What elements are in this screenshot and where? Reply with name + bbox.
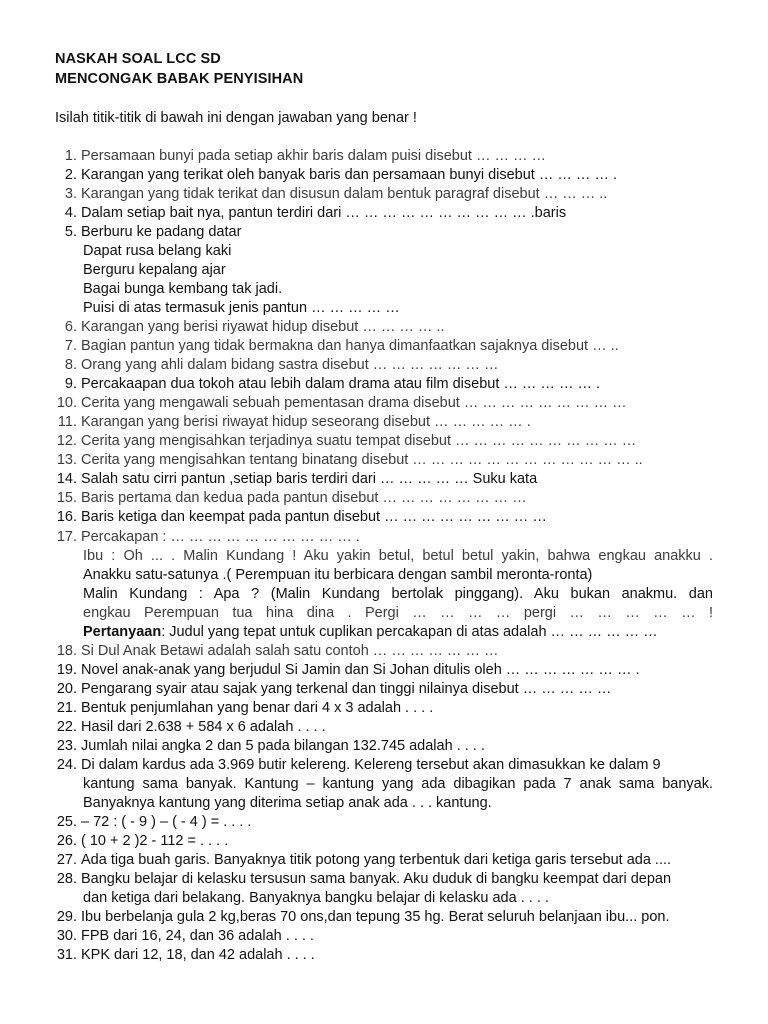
question-text: Si Dul Anak Betawi adalah salah satu contoh … … … … … … … [81, 643, 499, 659]
q17-dialogue-line: Anakku satu-satunya .( Perempuan itu berbicara dengan sambil meronta-ronta) [83, 567, 593, 583]
question-text: Percakaapan dua tokoh atau lebih dalam drama atau film disebut … … … … … . [81, 376, 601, 392]
question-text: KPK dari 12, 18, dan 42 adalah . . . . [81, 947, 315, 963]
question-item [0, 832, 768, 851]
question-item [0, 737, 768, 756]
question-number: 19. [56, 662, 77, 678]
question-number: 13. [56, 452, 77, 468]
question-item [0, 489, 768, 508]
question-item [0, 642, 768, 661]
instruction-text: Isilah titik-titik di bawah ini dengan jawaban yang benar ! [55, 110, 417, 126]
question-number: 15. [56, 490, 77, 506]
question-item [0, 470, 768, 489]
question-item [0, 318, 768, 337]
question-item [0, 813, 768, 832]
question-text: Bangku belajar di kelasku tersusun sama banyak. Aku duduk di bangku keempat dari depan [81, 871, 672, 887]
question-text: Bagian pantun yang tidak bermakna dan hanya dimanfaatkan sajaknya disebut … .. [81, 338, 619, 354]
q17-dialogue-line: Ibu : Oh ... . Malin Kundang ! Aku yakin betul, betul betul yakin, bahwa engkau anakku . [83, 548, 713, 564]
question-number: 11. [57, 414, 77, 430]
question-item [0, 166, 768, 185]
question-item [0, 356, 768, 375]
question-item [0, 508, 768, 527]
question-text: Cerita yang mengawali sebuah pementasan drama disebut … … … … … … … … … [81, 395, 627, 411]
question-number: 2. [64, 167, 77, 183]
question-number: 8. [64, 357, 77, 373]
question-text: Hasil dari 2.638 + 584 x 6 adalah . . . . [81, 719, 326, 735]
question-item [0, 699, 768, 718]
question-number: 24. [56, 757, 77, 773]
q17-dialogue-line: Malin Kundang : Apa ? (Malin Kundang bertolak pinggang). Aku bukan anakmu. dan [83, 586, 713, 602]
question-number: 9. [64, 376, 77, 392]
question-text: Berburu ke padang datar [81, 224, 242, 240]
question-item [0, 528, 768, 547]
question-number: 27. [56, 852, 77, 868]
question-number: 26. [56, 833, 77, 849]
question-item [0, 432, 768, 451]
question-text: Karangan yang berisi riyawat hidup disebut … … … … .. [81, 319, 445, 335]
question-item [0, 375, 768, 394]
question-item [0, 147, 768, 166]
question-item [0, 927, 768, 946]
question-text: Baris ketiga dan keempat pada pantun disebut … … … … … … … … … [81, 509, 547, 525]
question-item [0, 680, 768, 699]
question-item [0, 908, 768, 927]
question-text: Ibu berbelanja gula 2 kg,beras 70 ons,dan tepung 35 hg. Berat seluruh belanjaan ibu... pon. [81, 909, 670, 925]
question-number: 23. [56, 738, 77, 754]
question-number: 12. [56, 433, 77, 449]
question-item [0, 451, 768, 470]
document-title: NASKAH SOAL LCC SD [55, 51, 221, 67]
question-item [0, 756, 768, 775]
question-item [0, 851, 768, 870]
question-number: 17. [56, 529, 77, 545]
question-number: 5. [64, 224, 77, 240]
q17-question-line [83, 623, 658, 642]
question-number: 1. [64, 148, 77, 164]
question-text: Pengarang syair atau sajak yang terkenal dan tinggi nilainya disebut … … … … … [81, 681, 612, 697]
question-text: Salah satu cirri pantun ,setiap baris terdiri dari … … … … … Suku kata [81, 471, 538, 487]
question-number: 30. [56, 928, 77, 944]
question-item [0, 185, 768, 204]
question-item [0, 223, 768, 242]
question-number: 16. [56, 509, 77, 525]
question-text: Cerita yang mengisahkan terjadinya suatu tempat disebut … … … … … … … … … … [81, 433, 637, 449]
q17-question-text: : Judul yang tepat untuk cuplikan percakapan di atas adalah … … … … … … [161, 624, 658, 640]
question-item [0, 394, 768, 413]
question-text: Karangan yang tidak terikat dan disusun dalam bentuk paragraf disebut … … … .. [81, 186, 608, 202]
question-text: – 72 : ( - 9 ) – ( - 4 ) = . . . . [81, 814, 252, 830]
question-item [0, 661, 768, 680]
question-number: 7. [64, 338, 77, 354]
question-text: Di dalam kardus ada 3.969 butir kelereng. Kelereng tersebut akan dimasukkan ke dalam 9 [81, 757, 661, 773]
question-text: Ada tiga buah garis. Banyaknya titik potong yang terbentuk dari ketiga garis tersebut ada .... [81, 852, 672, 868]
question-text: Cerita yang mengisahkan tentang binatang disebut … … … … … … … … … … … … .. [81, 452, 643, 468]
question-text: Percakapan : … … … … … … … … … … . [81, 529, 360, 545]
question-item [0, 718, 768, 737]
question-text: Bentuk penjumlahan yang benar dari 4 x 3 adalah . . . . [81, 700, 434, 716]
question-item [0, 413, 768, 432]
question-number: 4. [64, 205, 77, 221]
question-text: Novel anak-anak yang berjudul Si Jamin dan Si Johan ditulis oleh … … … … … … … . [81, 662, 640, 678]
question-text: ( 10 + 2 )2 - 112 = . . . . [81, 833, 229, 849]
q5-verse-line-3: Berguru kepalang ajar [83, 262, 226, 278]
question-number: 29. [56, 909, 77, 925]
question-text: Dalam setiap bait nya, pantun terdiri dari … … … … … … … … … … .baris [81, 205, 567, 221]
question-text: Persamaan bunyi pada setiap akhir baris dalam puisi disebut … … … … [81, 148, 547, 164]
q5-verse-line-4: Bagai bunga kembang tak jadi. [83, 281, 283, 297]
question-number: 10. [56, 395, 77, 411]
question-number: 25. [56, 814, 77, 830]
question-text: Baris pertama dan kedua pada pantun disebut … … … … … … … … [81, 490, 527, 506]
question-text: Orang yang ahli dalam bidang sastra disebut … … … … … … … [81, 357, 499, 373]
question-number: 3. [64, 186, 77, 202]
question-text: Karangan yang berisi riwayat hidup seseorang disebut … … … … … . [81, 414, 531, 430]
question-text: Jumlah nilai angka 2 dan 5 pada bilangan 132.745 adalah . . . . [81, 738, 485, 754]
question-number: 18. [56, 643, 77, 659]
question-text: FPB dari 16, 24, dan 36 adalah . . . . [81, 928, 314, 944]
question-number: 20. [56, 681, 77, 697]
question-number: 21. [56, 700, 77, 716]
question-item [0, 946, 768, 965]
question-number: 31. [56, 947, 77, 963]
q17-question-label: Pertanyaan [83, 624, 162, 640]
q5-verse-line-2: Dapat rusa belang kaki [83, 243, 232, 259]
q17-dialogue-line: engkau Perempuan tua hina dina . Pergi … … … … pergi … … … … … ! [83, 605, 713, 621]
question-item [0, 337, 768, 356]
question-item [0, 870, 768, 889]
question-number: 22. [56, 719, 77, 735]
q28-continuation-line: dan ketiga dari belakang. Banyaknya bangku belajar di kelasku ada . . . . [83, 890, 549, 906]
question-item [0, 204, 768, 223]
document-subtitle: MENCONGAK BABAK PENYISIHAN [55, 71, 304, 87]
q24-continuation-line: Banyaknya kantung yang diterima setiap anak ada . . . kantung. [83, 795, 492, 811]
q5-question-line: Puisi di atas termasuk jenis pantun … … … … … [83, 300, 400, 316]
question-number: 28. [56, 871, 77, 887]
question-number: 6. [64, 319, 77, 335]
q24-continuation-line: kantung sama banyak. Kantung – kantung yang ada dibagikan pada 7 anak sama banyak. [83, 776, 713, 792]
question-text: Karangan yang terikat oleh banyak baris dan persamaan bunyi disebut … … … … . [81, 167, 617, 183]
question-number: 14. [56, 471, 77, 487]
